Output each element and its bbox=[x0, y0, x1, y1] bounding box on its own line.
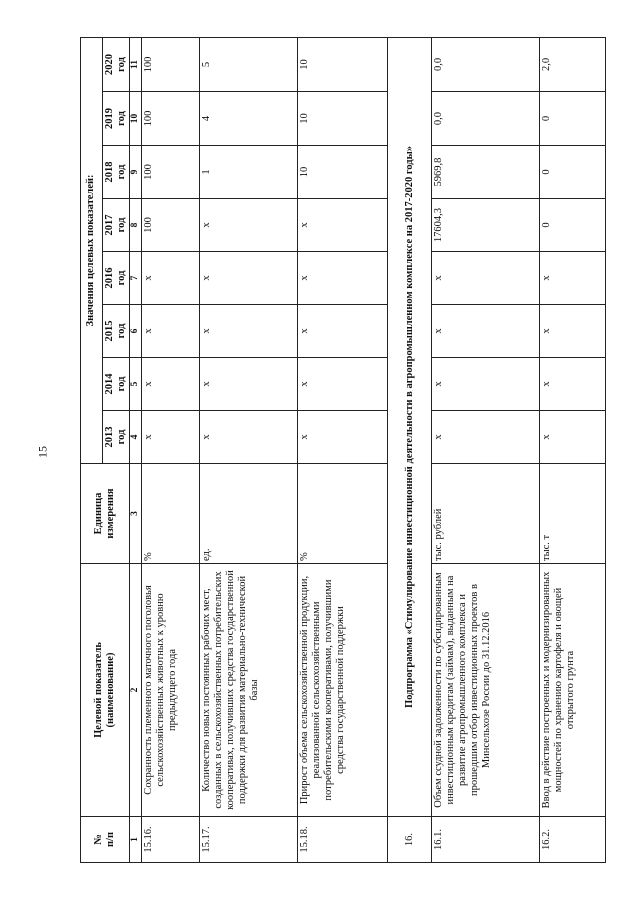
row-value: x bbox=[540, 305, 606, 358]
row-value: x bbox=[142, 252, 200, 305]
header-year: 2017 год bbox=[103, 199, 130, 252]
table-row bbox=[142, 37, 200, 862]
row-value: x bbox=[200, 305, 298, 358]
header-year: 2013 год bbox=[103, 411, 130, 464]
row-num: 15.16. bbox=[142, 817, 200, 863]
row-num: 15.17. bbox=[200, 817, 298, 863]
row-indicator: Прирост объема сельскохозяйственной продукции, реализованной сельскохозяйственными потребительскими кооперативами, получившими средства государственной поддержки bbox=[298, 564, 388, 817]
row-value: x bbox=[432, 411, 540, 464]
column-number: 11 bbox=[130, 37, 142, 91]
header-num: № п/п bbox=[81, 817, 130, 863]
row-value: x bbox=[200, 411, 298, 464]
header-unit: Единица измерения bbox=[81, 464, 130, 564]
row-num: 16.1. bbox=[432, 817, 540, 863]
column-number: 3 bbox=[130, 464, 142, 564]
row-value: 0,0 bbox=[432, 92, 540, 146]
header-year: 2014 год bbox=[103, 358, 130, 411]
column-numbers-row bbox=[130, 37, 142, 862]
rotated-table-wrapper bbox=[80, 38, 603, 863]
row-value: x bbox=[432, 252, 540, 305]
row-unit: ед. bbox=[200, 464, 298, 564]
table-row bbox=[298, 37, 388, 862]
row-value: x bbox=[298, 305, 388, 358]
row-value: 0,0 bbox=[432, 37, 540, 91]
row-value: 0 bbox=[540, 146, 606, 199]
row-value: 2,0 bbox=[540, 37, 606, 91]
column-number: 4 bbox=[130, 411, 142, 464]
row-value: x bbox=[298, 252, 388, 305]
row-value: 100 bbox=[142, 146, 200, 199]
table-row bbox=[432, 37, 540, 862]
column-number: 2 bbox=[130, 564, 142, 817]
row-value: x bbox=[200, 252, 298, 305]
row-value: 0 bbox=[540, 199, 606, 252]
row-value: x bbox=[200, 199, 298, 252]
header-year: 2019 год bbox=[103, 92, 130, 146]
row-indicator: Сохранность племенного маточного поголовья сельскохозяйственных животных к уровню предыдущего года bbox=[142, 564, 200, 817]
row-value: 100 bbox=[142, 92, 200, 146]
row-value: x bbox=[540, 252, 606, 305]
target-indicators-table bbox=[80, 37, 606, 863]
row-value: x bbox=[540, 411, 606, 464]
header-year: 2016 год bbox=[103, 252, 130, 305]
row-value: 5969,8 bbox=[432, 146, 540, 199]
table-row bbox=[200, 37, 298, 862]
subprogram-title: Подпрограмма «Стимулирование инвестиционной деятельности в агропромышленном комплексе на 2017-2020 годы» bbox=[388, 37, 432, 816]
header-year: 2020 год bbox=[103, 37, 130, 91]
header-values-group: Значения целевых показателей: bbox=[81, 37, 103, 463]
column-number: 10 bbox=[130, 92, 142, 146]
row-unit: % bbox=[142, 464, 200, 564]
column-number: 1 bbox=[130, 817, 142, 863]
row-unit: тыс. рублей bbox=[432, 464, 540, 564]
row-value: 5 bbox=[200, 37, 298, 91]
row-indicator: Количество новых постоянных рабочих мест, созданных в сельскохозяйственных потребительских кооперативах, получивших средства государственной поддержки для развития материально-технической базы bbox=[200, 564, 298, 817]
column-number: 6 bbox=[130, 305, 142, 358]
row-value: 10 bbox=[298, 92, 388, 146]
row-value: x bbox=[298, 411, 388, 464]
row-value: x bbox=[298, 358, 388, 411]
row-value: x bbox=[432, 305, 540, 358]
row-value: x bbox=[142, 358, 200, 411]
header-indicator: Целевой показатель (наименование) bbox=[81, 564, 130, 817]
row-unit: % bbox=[298, 464, 388, 564]
table-row bbox=[540, 37, 606, 862]
row-value: x bbox=[142, 411, 200, 464]
row-value: 100 bbox=[142, 199, 200, 252]
row-num: 15.18. bbox=[298, 817, 388, 863]
row-num: 16.2. bbox=[540, 817, 606, 863]
column-number: 7 bbox=[130, 252, 142, 305]
row-value: 10 bbox=[298, 146, 388, 199]
row-value: x bbox=[432, 358, 540, 411]
header-year: 2015 год bbox=[103, 305, 130, 358]
row-unit: тыс. т bbox=[540, 464, 606, 564]
row-value: 17604,3 bbox=[432, 199, 540, 252]
column-number: 5 bbox=[130, 358, 142, 411]
row-indicator: Объем ссудной задолженности по субсидированным инвестиционным кредитам (займам), выданным на развитие агропромышленного комплекса и прошедшим отбор инвестиционных проектов в Минсельхозе России до 31.12.2016 bbox=[432, 564, 540, 817]
row-value: x bbox=[200, 358, 298, 411]
row-value: x bbox=[142, 305, 200, 358]
page-number: 15 bbox=[35, 446, 50, 458]
row-value: 100 bbox=[142, 37, 200, 91]
row-indicator: Ввод в действие построенных и модернизированных мощностей по хранению картофеля и овощей открытого грунта bbox=[540, 564, 606, 817]
column-number: 9 bbox=[130, 146, 142, 199]
row-value: 4 bbox=[200, 92, 298, 146]
row-value: 1 bbox=[200, 146, 298, 199]
row-value: 0 bbox=[540, 92, 606, 146]
row-value: x bbox=[540, 358, 606, 411]
header-year: 2018 год bbox=[103, 146, 130, 199]
column-number: 8 bbox=[130, 199, 142, 252]
subprogram-row bbox=[388, 37, 432, 862]
row-value: 10 bbox=[298, 37, 388, 91]
row-value: x bbox=[298, 199, 388, 252]
row-num: 16. bbox=[388, 817, 432, 863]
